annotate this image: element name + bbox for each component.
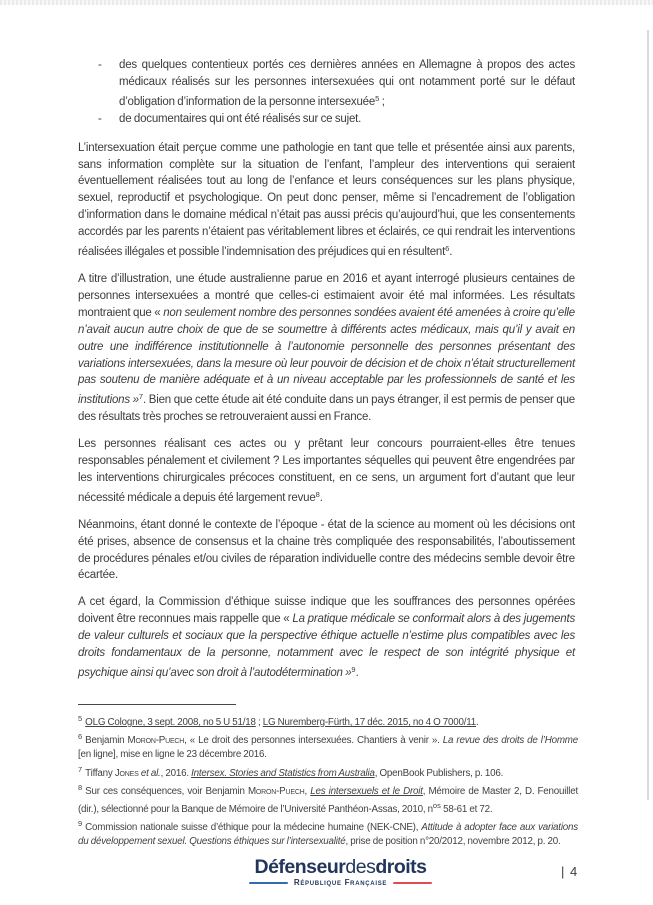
footnote-marker: 5 <box>78 714 83 723</box>
footnote-marker: 9 <box>78 819 83 829</box>
logo-tagline-row <box>249 878 432 887</box>
footnote-text: Commission nationale suisse d’éthique pour la médecine humaine (NEK-CNE), Attitude à adopter face aux variations du développement sexuel. Questions éthiques sur l’intersexualité, prise de position n°20/2012, novembre 2012, p. 20. <box>78 822 578 848</box>
document-body <box>78 57 575 682</box>
logo-tagline: République Française <box>293 878 388 887</box>
defenseur-des-droits-logo <box>14 857 653 887</box>
list-item-text: des quelques contentieux portés ces dernières années en Allemagne à propos des actes médicaux réalisés sur les personnes intersexuées qui ont notamment porté sur le défaut d’obligation d’information de la personne intersexuée$^5$ ; <box>119 59 575 108</box>
paragraph-responsabilite: Les personnes réalisant ces actes ou y prêtant leur concours pourraient-elles être tenues responsables pénalement et civilement ? Les importantes séquelles qui peuvent être engendrées par les interventions chirurgicales précoces constituent, en ce sens, un argument fort d’autant que leur nécessité médicale a depuis été largement revue$^8$. <box>78 438 575 504</box>
tagline-blue-line <box>249 882 288 884</box>
bullet-list <box>78 57 575 128</box>
paragraph-neanmoins: Néanmoins, étant donné le contexte de l’époque - état de la science au moment où les décisions ont été prises, absence de consensus et la chaine très compliquée des responsabilités, l’aboutissement de procédures pénales et/ou civiles de réparation individuelle contre des médecins semble devoir être écartée. <box>78 518 575 582</box>
paragraph-etude-australienne: A titre d’illustration, une étude australienne parue en 2016 et ayant interrogé plusieurs centaines de personnes intersexuées a montré que celles-ci estimaient avoir été mal informées. Les résultats montraient que « non seulement nombre des personnes sondées avaient été amenées à croire qu’elle n’avait aucun autre choix de que de se soumettre à différents actes médicaux, mais qu’il y avait en outre une indifférence institutionnelle à l’autonomie personnelle des personnes présentant des variations intersexuées, dans la mesure où leur pouvoir de décision et de choix n’était structurellement pas soutenu de manière adéquate et à un niveau acceptable par les professionnels de santé et les institutions »$^7$. Bien que cette étude ait été conduite dans un pays étranger, il est permis de penser que des résultats très proches se retrouveraient aussi en France. <box>78 272 575 424</box>
footnote-marker: 8 <box>78 782 83 792</box>
footnote-7 <box>78 763 578 781</box>
footnotes-section <box>78 704 578 850</box>
footnote-text: OLG Cologne, 3 sept. 2008, no 5 U 51/18 ; LG Nuremberg-Fürth, 17 déc. 2015, no 4 O 7000/11. <box>85 717 479 728</box>
footnote-9 <box>78 817 578 849</box>
paragraph-commission-ethique: A cet égard, la Commission d’éthique suisse indique que les souffrances des personnes opérées doivent être reconnues mais rappelle que « La pratique médicale se conformait alors à des jugements de valeur culturels et sociaux que la perspective éthique actuelle n’estime plus compatibles avec les droits fondamentaux de la personne, notamment avec le respect de son intégrité physique et psychique ainsi qu’avec son droit à l’autodétermination »$^9$. <box>78 596 575 679</box>
footnote-marker: 7 <box>78 764 83 774</box>
list-item <box>78 111 575 128</box>
logo-wordmark-defenseur: Défenseur <box>254 856 346 878</box>
list-item-text: de documentaires qui ont été réalisés sur ce sujet. <box>119 112 362 125</box>
footnote-text: Sur ces conséquences, voir Benjamin Moron-Puech, Les intersexuels et le Droit, Mémoire de Master 2, D. Fenouillet (dir.), sélectionné pour la Banque de Mémoire de l’Université Panthéon-Assas, 2010, $n^{os}$ 58-61 et 72. <box>78 785 579 816</box>
bullet-dash: - <box>98 59 102 71</box>
bullet-dash: - <box>98 112 102 125</box>
footnote-6 <box>78 730 578 762</box>
footnote-separator <box>78 704 236 705</box>
paragraph-pathologie: L’intersexuation était perçue comme une pathologie en tant que telle et présentée ainsi aux parents, sans information complète sur la situation de l’enfant, l’ampleur des interventions qui seraient éventuellement réalisées tout au long de l’enfance et leurs conséquences sur les plans physique, sexuel, reproductif et psychologique. On peut donc penser, même si l’encadrement de l’obligation d’information dans le domaine médical n’était pas aussi précis qu’aujourd’hui, que les consentements accordés par les parents n’étaient pas véritablement libres et éclairés, ce qui rendrait les interventions réalisées illégales et possible l’indemnisation des préjudices qui en résultent$^6$. <box>78 141 575 259</box>
footnote-text: Benjamin Moron-Puech, « Le droit des personnes intersexuées. Chantiers à venir ». La revue des droits de l’Homme [en ligne], mise en ligne le 23 décembre 2016. <box>78 735 579 761</box>
logo-wordmark-des: des <box>345 856 376 878</box>
scan-right-edge-artifact <box>647 30 649 800</box>
footnote-text: Tiffany Jones et al., 2016. Intersex. Stories and Statistics from Australia, OpenBook Publishers, p. 106. <box>85 767 504 779</box>
page-number: | 4 <box>561 864 579 879</box>
tagline-red-line <box>393 882 432 884</box>
scan-top-edge-artifact <box>0 0 653 5</box>
footnote-5 <box>78 712 578 730</box>
logo-wordmark <box>255 857 427 877</box>
logo-wordmark-droits: droits <box>375 856 427 878</box>
list-item <box>78 57 575 111</box>
footnote-8 <box>78 781 578 817</box>
footnote-marker: 6 <box>78 732 83 742</box>
